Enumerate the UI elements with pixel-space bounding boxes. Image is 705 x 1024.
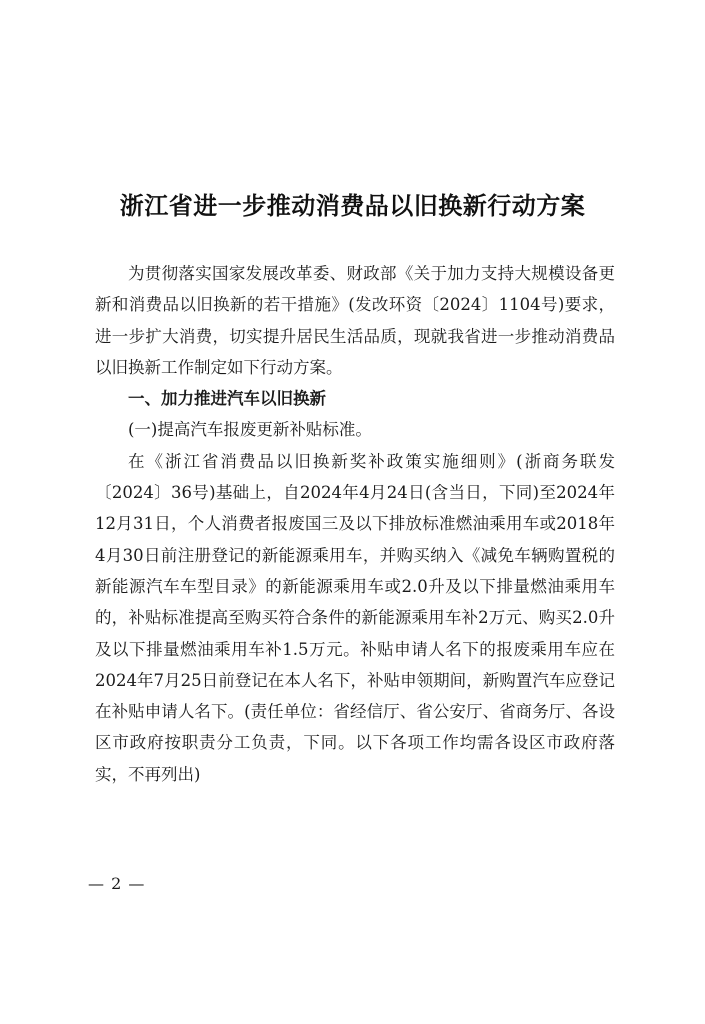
document-title: 浙江省进一步推动消费品以旧换新行动方案 (119, 192, 586, 220)
section-heading-1: 一、加力推进汽车以旧换新 (128, 389, 326, 409)
intro-paragraph: 为贯彻落实国家发展改革委、财政部《关于加力支持大规模设备更新和消费品以旧换新的若干措施》(发改环资〔2024〕1104号)要求，进一步扩大消费，切实提升居民生活品质，现就我省进一步推动消费品以旧换新工作制定如下行动方案。 (95, 264, 615, 377)
document-body (95, 258, 615, 790)
page-number: — 2 — (88, 874, 146, 893)
subsection-heading-1: (一)提高汽车报废更新补贴标准。 (128, 420, 372, 440)
body-paragraph-1: 在《浙江省消费品以旧换新奖补政策实施细则》(浙商务联发〔2024〕36号)基础上，自2024年4月24日(含当日，下同)至2024年12月31日，个人消费者报废国三及以下排放标准燃油乘用车或2018年4月30日前注册登记的新能源乘用车，并购买纳入《减免车辆购置税的新能源汽车车型目录》的新能源乘用车或2.0升及以下排量燃油乘用车的，补贴标准提高至购买符合条件的新能源乘用车补2万元、购买2.0升及以下排量燃油乘用车补1.5万元。补贴申请人名下的报废乘用车应在2024年7月25日前登记在本人名下，补贴申领期间，新购置汽车应登记在补贴申请人名下。(责任单位：省经信厅、省公安厅、省商务厅、各设区市政府按职责分工负责，下同。以下各项工作均需各设区市政府落实，不再列出) (95, 451, 615, 784)
